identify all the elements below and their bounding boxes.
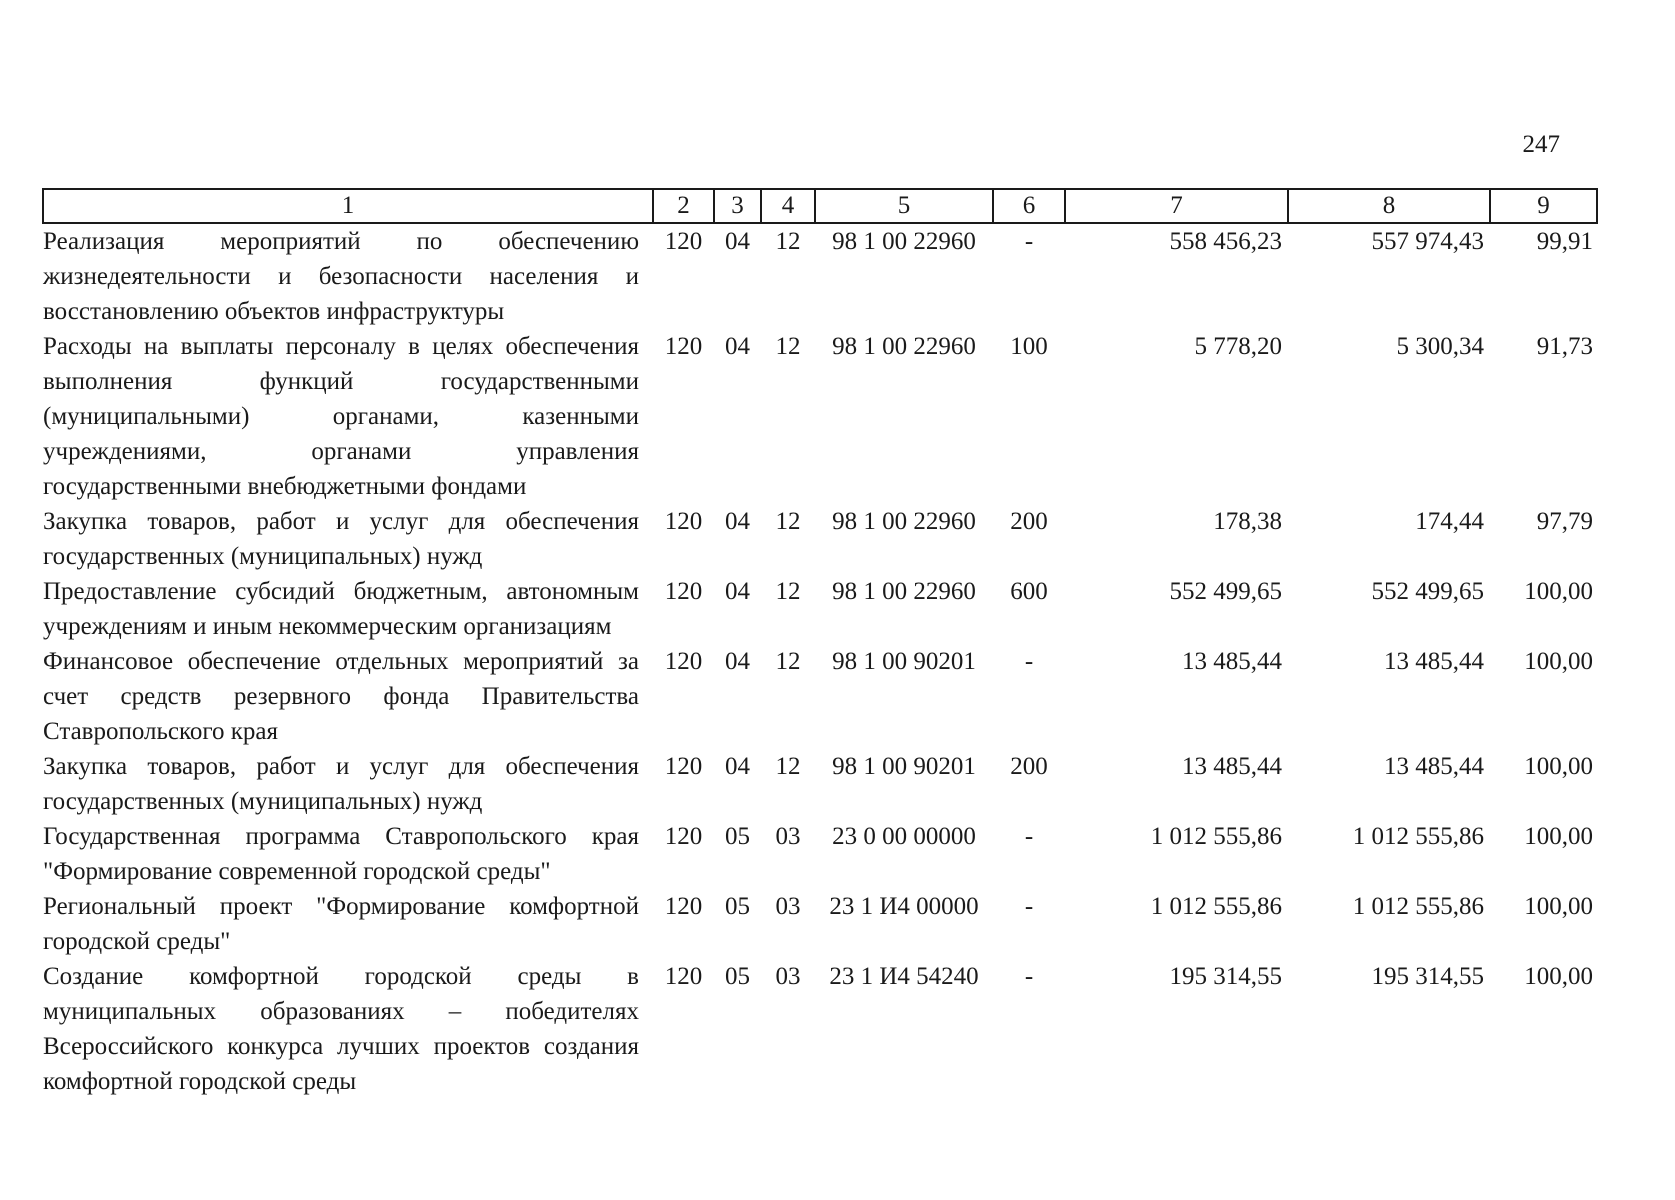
row-subsection: 12 <box>775 753 801 780</box>
table-row <box>43 329 1597 504</box>
row-subsection: 12 <box>775 508 801 535</box>
table-row <box>43 223 1597 329</box>
row-percent: 100,00 <box>1524 578 1593 605</box>
budget-table <box>42 188 1598 1099</box>
row-name: Закупка товаров, работ и услуг для обеспечения государственных (муниципальных) нужд <box>43 508 639 570</box>
row-subsection: 03 <box>775 963 801 990</box>
column-header-8: 8 <box>1288 189 1490 223</box>
row-percent: 97,79 <box>1536 508 1593 535</box>
row-target-article: 23 1 И4 00000 <box>829 893 979 920</box>
row-subsection: 12 <box>775 578 801 605</box>
row-plan-amount: 13 485,44 <box>1182 753 1282 780</box>
table-row <box>43 644 1597 749</box>
row-ved: 120 <box>664 893 703 920</box>
row-fact-amount: 1 012 555,86 <box>1352 893 1484 920</box>
table-row <box>43 574 1597 644</box>
page-number: 247 <box>1522 131 1560 158</box>
row-percent: 100,00 <box>1524 893 1593 920</box>
row-subsection: 03 <box>775 823 801 850</box>
row-name: Государственная программа Ставропольского края "Формирование современной городской среды" <box>43 823 639 885</box>
row-target-article: 98 1 00 22960 <box>832 508 976 535</box>
column-header-9: 9 <box>1490 189 1597 223</box>
row-percent: 100,00 <box>1524 648 1593 675</box>
column-header-3: 3 <box>714 189 761 223</box>
row-section: 04 <box>725 648 750 675</box>
row-name: Расходы на выплаты персоналу в целях обеспечения выполнения функций государственными (муниципальными) органами, казенными учреждениями, органами управления государственными внебюджетными фондами <box>43 333 639 500</box>
row-target-article: 98 1 00 22960 <box>832 578 976 605</box>
table-row <box>43 889 1597 959</box>
row-plan-amount: 1 012 555,86 <box>1150 823 1282 850</box>
row-fact-amount: 13 485,44 <box>1384 648 1484 675</box>
table-row <box>43 959 1597 1099</box>
row-plan-amount: 1 012 555,86 <box>1150 893 1282 920</box>
row-section: 05 <box>725 893 750 920</box>
row-subsection: 12 <box>775 648 801 675</box>
row-fact-amount: 5 300,34 <box>1396 333 1484 360</box>
row-section: 04 <box>725 578 750 605</box>
column-header-7: 7 <box>1065 189 1288 223</box>
row-name: Создание комфортной городской среды в муниципальных образованиях – победителях Всероссийского конкурса лучших проектов создания комфортной городской среды <box>43 963 639 1095</box>
column-header-2: 2 <box>653 189 714 223</box>
row-fact-amount: 557 974,43 <box>1371 228 1484 255</box>
row-percent: 100,00 <box>1524 753 1593 780</box>
row-expense-type: - <box>1024 648 1034 675</box>
row-percent: 91,73 <box>1536 333 1593 360</box>
row-expense-type: - <box>1024 228 1034 255</box>
row-subsection: 12 <box>775 228 801 255</box>
row-name: Закупка товаров, работ и услуг для обеспечения государственных (муниципальных) нужд <box>43 753 639 815</box>
row-fact-amount: 1 012 555,86 <box>1352 823 1484 850</box>
row-target-article: 98 1 00 22960 <box>832 228 976 255</box>
row-ved: 120 <box>664 228 703 255</box>
row-target-article: 98 1 00 90201 <box>832 753 976 780</box>
row-plan-amount: 5 778,20 <box>1194 333 1282 360</box>
row-fact-amount: 13 485,44 <box>1384 753 1484 780</box>
row-fact-amount: 195 314,55 <box>1371 963 1484 990</box>
row-target-article: 23 1 И4 54240 <box>829 963 979 990</box>
row-percent: 100,00 <box>1524 823 1593 850</box>
row-subsection: 12 <box>775 333 801 360</box>
row-plan-amount: 195 314,55 <box>1169 963 1282 990</box>
table-row <box>43 819 1597 889</box>
row-ved: 120 <box>664 648 703 675</box>
row-ved: 120 <box>664 963 703 990</box>
column-header-4: 4 <box>761 189 815 223</box>
row-section: 04 <box>725 753 750 780</box>
row-ved: 120 <box>664 333 703 360</box>
row-ved: 120 <box>664 823 703 850</box>
row-expense-type: 100 <box>1010 333 1048 360</box>
row-target-article: 98 1 00 22960 <box>832 333 976 360</box>
row-section: 04 <box>725 333 750 360</box>
row-plan-amount: 13 485,44 <box>1182 648 1282 675</box>
row-expense-type: 600 <box>1010 578 1048 605</box>
row-fact-amount: 174,44 <box>1415 508 1484 535</box>
row-name: Реализация мероприятий по обеспечению жизнедеятельности и безопасности населения и восстановлению объектов инфраструктуры <box>43 228 639 325</box>
row-ved: 120 <box>664 578 703 605</box>
row-name: Финансовое обеспечение отдельных мероприятий за счет средств резервного фонда Правительства Ставропольского края <box>43 648 639 745</box>
row-name: Региональный проект "Формирование комфортной городской среды" <box>43 893 639 955</box>
row-percent: 99,91 <box>1536 228 1593 255</box>
row-expense-type: 200 <box>1010 508 1048 535</box>
row-ved: 120 <box>664 753 703 780</box>
table-row <box>43 749 1597 819</box>
row-name: Предоставление субсидий бюджетным, автономным учреждениям и иным некоммерческим организациям <box>43 578 639 640</box>
table-row <box>43 504 1597 574</box>
row-section: 04 <box>725 508 750 535</box>
row-section: 05 <box>725 823 750 850</box>
row-plan-amount: 178,38 <box>1213 508 1282 535</box>
row-subsection: 03 <box>775 893 801 920</box>
row-expense-type: - <box>1024 823 1034 850</box>
column-header-6: 6 <box>993 189 1065 223</box>
row-expense-type: - <box>1024 963 1034 990</box>
row-target-article: 98 1 00 90201 <box>832 648 976 675</box>
row-plan-amount: 552 499,65 <box>1169 578 1282 605</box>
row-section: 04 <box>725 228 750 255</box>
row-expense-type: 200 <box>1010 753 1048 780</box>
row-plan-amount: 558 456,23 <box>1169 228 1282 255</box>
row-percent: 100,00 <box>1524 963 1593 990</box>
table-header-row <box>43 189 1597 223</box>
column-header-1: 1 <box>43 189 653 223</box>
row-target-article: 23 0 00 00000 <box>832 823 976 850</box>
row-ved: 120 <box>664 508 703 535</box>
row-fact-amount: 552 499,65 <box>1371 578 1484 605</box>
row-section: 05 <box>725 963 750 990</box>
column-header-5: 5 <box>815 189 993 223</box>
row-expense-type: - <box>1024 893 1034 920</box>
